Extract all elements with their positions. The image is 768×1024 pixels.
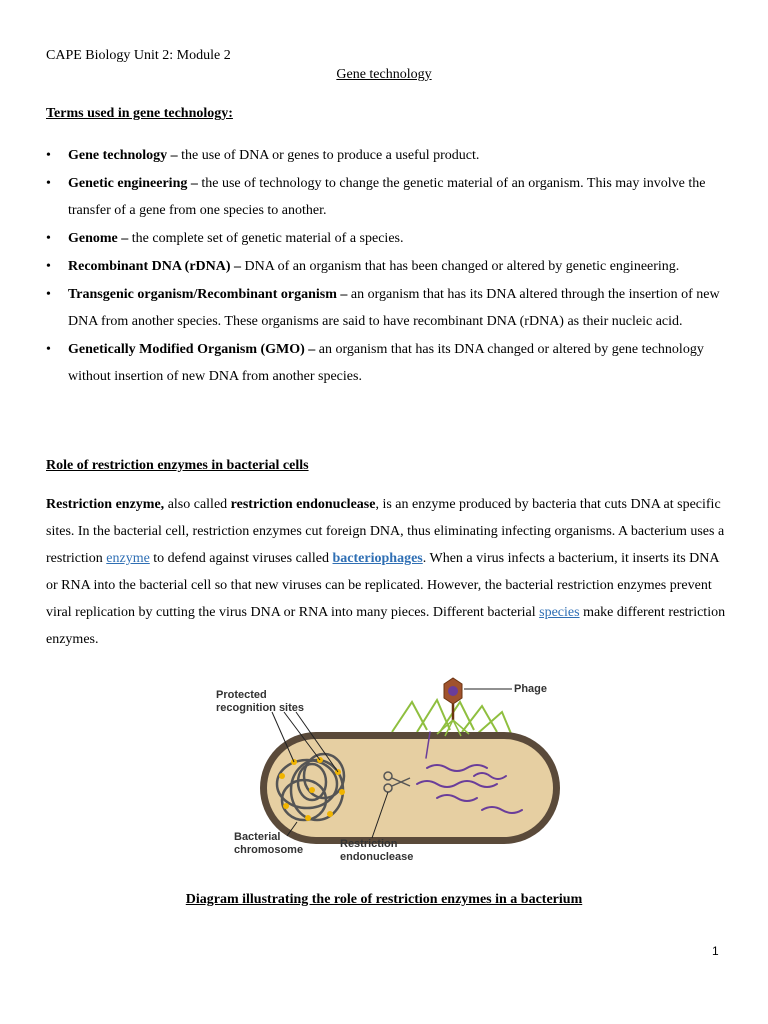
list-item [46,225,722,252]
text-span: also called [164,497,231,512]
page-number: 1 [712,944,719,958]
term-definition: the complete set of genetic material of a species. [128,231,404,246]
terms-heading: Terms used in gene technology: [46,106,233,121]
term-definition: the use of DNA or genes to produce a useful product. [177,148,480,163]
enzyme-link[interactable]: enzyme [106,551,150,566]
term-label: Genetic engineering – [68,176,198,191]
label-protected: Protected [216,689,267,701]
label-phage: Phage [514,683,548,695]
bold-term-restriction-endonuclease: restriction endonuclease [230,497,376,512]
phage-icon [437,678,469,736]
terms-list [46,142,722,391]
term-definition: DNA of an organism that has been changed or altered by genetic engineering. [241,259,680,274]
restriction-enzyme-paragraph [46,491,726,653]
label-bacterial: Bacterial [234,831,281,843]
term-label: Recombinant DNA (rDNA) – [68,259,242,274]
term-label: Transgenic organism/Recombinant organism – [68,287,348,302]
list-item [46,253,722,280]
species-link[interactable]: species [539,605,580,620]
label-recognition-sites: recognition sites [216,702,305,714]
label-restriction: Restriction [340,838,398,850]
text-span: . When a virus infects a bacterium, it inserts its DNA or RNA into the bacterial cell so that new viruses can be replicated. However, the bacterial restriction enzymes prevent viral replication by cutting the virus DNA or RNA into many pieces. Different bacterial [46,551,719,620]
figure-caption: Diagram illustrating the role of restriction enzymes in a bacterium [185,892,583,907]
term-label: Gene technology – [68,148,178,163]
course-header: CAPE Biology Unit 2: Module 2 [46,48,231,63]
term-definition: an organism that has its DNA altered through the insertion of new DNA from another species. These organisms are said to have recombinant DNA (rDNA) as their nucleic acid. [68,287,720,329]
list-item [46,142,722,169]
label-chromosome: chromosome [234,844,304,856]
bold-term-restriction-enzyme: Restriction enzyme, [46,497,165,512]
term-definition: the use of technology to change the genetic material of an organism. This may involve the transfer of a gene from one species to another. [68,176,706,218]
label-endonuclease: endonuclease [340,851,414,863]
list-item [46,281,722,335]
text-span: , is an enzyme produced by bacteria that cuts DNA at specific sites. In the bacterial cell, restriction enzymes cut foreign DNA, thus eliminating infecting organisms. A bacterium uses a restriction [46,497,725,566]
bacteriophages-link[interactable]: bacteriophages [332,551,423,566]
section-heading-restriction-enzymes: Role of restriction enzymes in bacterial cells [46,458,309,473]
restriction-enzyme-diagram [212,672,572,868]
list-item [46,170,722,224]
page-title: Gene technology [336,67,432,82]
term-label: Genome – [68,231,129,246]
list-item [46,336,722,390]
term-label: Genetically Modified Organism (GMO) – [68,342,316,357]
text-span: to defend against viruses called [149,551,333,566]
term-definition: an organism that has its DNA changed or altered by gene technology without insertion of new DNA from another species. [68,342,704,384]
text-span: make different restriction enzymes. [46,605,726,647]
